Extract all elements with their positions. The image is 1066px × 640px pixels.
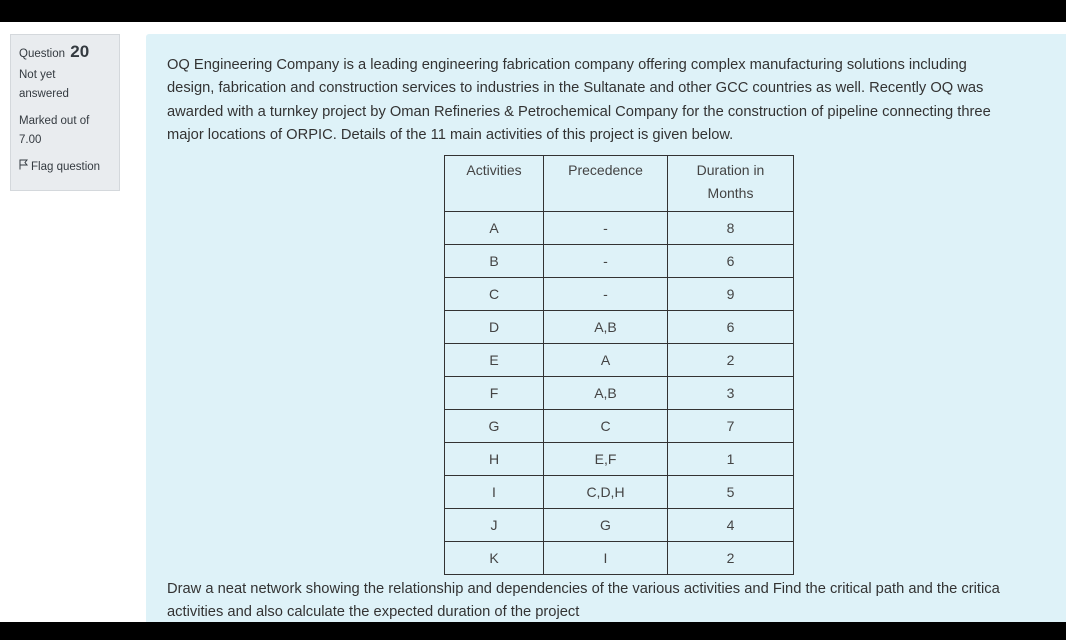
table-row: [445, 377, 794, 410]
bottom-black-bar: [0, 622, 1066, 640]
table-row: [445, 311, 794, 344]
state-line-2: answered: [19, 88, 69, 100]
question-info-panel: [10, 34, 120, 191]
question-number-value: 20: [70, 42, 90, 61]
table-row: [445, 410, 794, 443]
question-text: [167, 54, 1066, 147]
flag-question-label: Flag question: [31, 161, 101, 173]
question-grade: [19, 112, 111, 150]
duration-cell: 5: [668, 476, 794, 509]
table-row: [445, 509, 794, 542]
state-line-1: Not yet: [19, 69, 56, 81]
table-header-row: [445, 156, 794, 212]
question-state: [19, 66, 111, 104]
precedence-cell: C: [544, 410, 668, 443]
precedence-cell: A: [544, 344, 668, 377]
instruction-text: [167, 578, 1066, 624]
activity-cell: A: [445, 212, 544, 245]
instruction-line-1: Draw a neat network showing the relationship and dependencies of the various activities and Find the critical path and the critica: [167, 581, 1000, 597]
table-row: [445, 344, 794, 377]
question-text-line: major locations of ORPIC. Details of the 11 main activities of this project is given below.: [167, 126, 734, 143]
activity-cell: J: [445, 509, 544, 542]
header-duration: [668, 156, 794, 212]
instruction-line-2: activities and also calculate the expected duration of the project: [167, 604, 580, 620]
question-label: Question: [19, 48, 66, 60]
table-row: [445, 245, 794, 278]
precedence-cell: -: [544, 278, 668, 311]
header-precedence: Precedence: [544, 156, 668, 212]
flag-icon: [19, 158, 31, 176]
duration-cell: 4: [668, 509, 794, 542]
flag-question-link[interactable]: [19, 158, 111, 176]
activities-table: [444, 155, 794, 575]
activity-cell: E: [445, 344, 544, 377]
table-row: [445, 212, 794, 245]
duration-cell: 3: [668, 377, 794, 410]
activity-cell: B: [445, 245, 544, 278]
question-text-line: awarded with a turnkey project by Oman Refineries & Petrochemical Company for the construction of pipeline connecting three: [167, 103, 991, 120]
table-row: [445, 542, 794, 575]
activity-cell: K: [445, 542, 544, 575]
table-row: [445, 278, 794, 311]
activity-cell: D: [445, 311, 544, 344]
precedence-cell: A,B: [544, 311, 668, 344]
question-text-line: OQ Engineering Company is a leading engineering fabrication company offering complex manufacturing solutions including: [167, 57, 967, 73]
duration-cell: 1: [668, 443, 794, 476]
activity-cell: F: [445, 377, 544, 410]
duration-cell: 8: [668, 212, 794, 245]
top-black-bar: [0, 0, 1066, 22]
precedence-cell: C,D,H: [544, 476, 668, 509]
activity-cell: C: [445, 278, 544, 311]
question-text-line: design, fabrication and construction services to industries in the Sultanate and other GCC countries as well. Recently OQ was: [167, 80, 984, 97]
duration-cell: 9: [668, 278, 794, 311]
header-duration-line-2: Months: [707, 185, 754, 201]
duration-cell: 7: [668, 410, 794, 443]
question-number: [19, 41, 111, 65]
activity-cell: I: [445, 476, 544, 509]
question-content: [146, 34, 1066, 634]
precedence-cell: G: [544, 509, 668, 542]
grade-line-1: Marked out of: [19, 115, 90, 127]
precedence-cell: -: [544, 245, 668, 278]
precedence-cell: A,B: [544, 377, 668, 410]
duration-cell: 2: [668, 344, 794, 377]
duration-cell: 6: [668, 311, 794, 344]
activity-cell: H: [445, 443, 544, 476]
header-duration-line-1: Duration in: [696, 162, 765, 178]
activity-cell: G: [445, 410, 544, 443]
precedence-cell: E,F: [544, 443, 668, 476]
duration-cell: 2: [668, 542, 794, 575]
table-row: [445, 443, 794, 476]
header-activities: Activities: [445, 156, 544, 212]
precedence-cell: -: [544, 212, 668, 245]
precedence-cell: I: [544, 542, 668, 575]
duration-cell: 6: [668, 245, 794, 278]
table-row: [445, 476, 794, 509]
grade-line-2: 7.00: [19, 134, 42, 146]
